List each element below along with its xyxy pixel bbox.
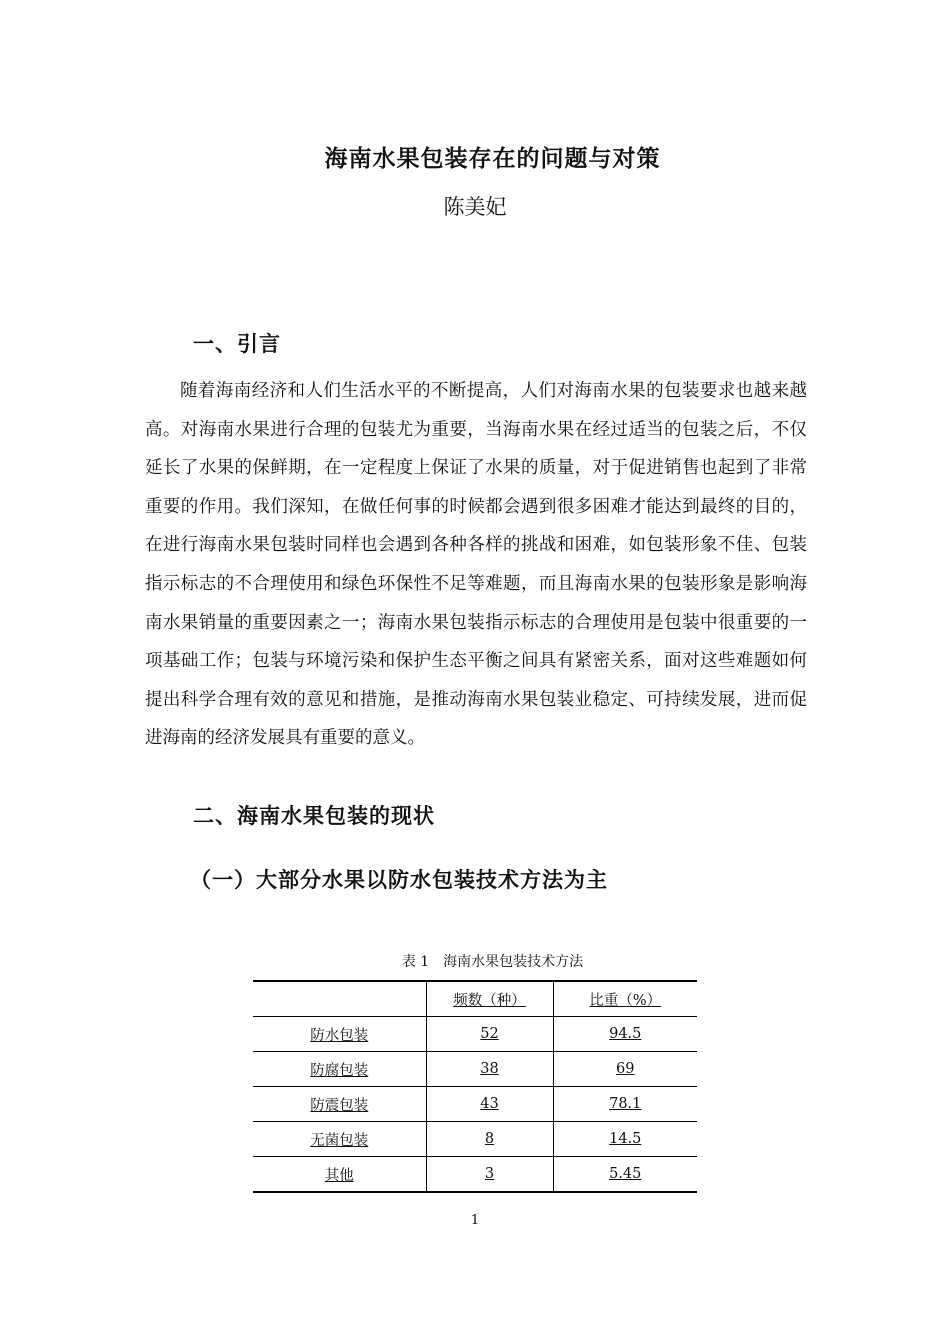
table-cell-percent: 69 [553, 1052, 697, 1087]
table-cell-method: 防震包装 [253, 1087, 426, 1122]
table-row [253, 1157, 697, 1193]
table-header-cell: 比重（%） [553, 981, 697, 1017]
section-heading-intro: 一、引言 [193, 331, 281, 356]
table-cell-method: 其他 [253, 1157, 426, 1193]
table-cell-percent: 78.1 [553, 1087, 697, 1122]
table-cell-count: 3 [426, 1157, 553, 1193]
table-header-row [253, 981, 697, 1017]
table-header-cell [253, 981, 426, 1017]
intro-paragraph: 随着海南经济和人们生活水平的不断提高，人们对海南水果的包装要求也越来越高。对海南水果进行合理的包装尤为重要，当海南水果在经过适当的包装之后，不仅延长了水果的保鲜期，在一定程度上保证了水果的质量，对于促进销售也起到了非常重要的作用。我们深知，在做任何事的时候都会遇到很多困难才能达到最终的目的，在进行海南水果包装时同样也会遇到各种各样的挑战和困难，如包装形象不佳、包装指示标志的不合理使用和绿色环保性不足等难题，而且海南水果的包装形象是影响海南水果销量的重要因素之一；海南水果包装指示标志的合理使用是包装中很重要的一项基础工作；包装与环境污染和保护生态平衡之间具有紧密关系，面对这些难题如何提出科学合理有效的意见和措施，是推动海南水果包装业稳定、可持续发展，进而促进海南的经济发展具有重要的意义。 [145, 381, 807, 749]
table-cell-count: 38 [426, 1052, 553, 1087]
section-heading-status: 二、海南水果包装的现状 [193, 803, 435, 828]
table-cell-method: 防水包装 [253, 1017, 426, 1052]
table-row [253, 1122, 697, 1157]
subsection-heading: （一）大部分水果以防水包装技术方法为主 [190, 867, 608, 892]
table-cell-percent: 5.45 [553, 1157, 697, 1193]
table-row [253, 1087, 697, 1122]
table-cell-count: 52 [426, 1017, 553, 1052]
table-cell-method: 无菌包装 [253, 1122, 426, 1157]
page-number: 1 [470, 1213, 480, 1228]
table-row [253, 1017, 697, 1052]
table-row [253, 1052, 697, 1087]
packaging-methods-table [253, 980, 697, 1193]
table-cell-count: 43 [426, 1087, 553, 1122]
table-caption: 表 1 海南水果包装技术方法 [401, 954, 584, 970]
table-cell-percent: 94.5 [553, 1017, 697, 1052]
table-cell-method: 防腐包装 [253, 1052, 426, 1087]
table-header-cell: 频数（种） [426, 981, 553, 1017]
document-title: 海南水果包装存在的问题与对策 [324, 145, 661, 172]
table-cell-count: 8 [426, 1122, 553, 1157]
table-cell-percent: 14.5 [553, 1122, 697, 1157]
author-name: 陈美妃 [443, 195, 507, 219]
